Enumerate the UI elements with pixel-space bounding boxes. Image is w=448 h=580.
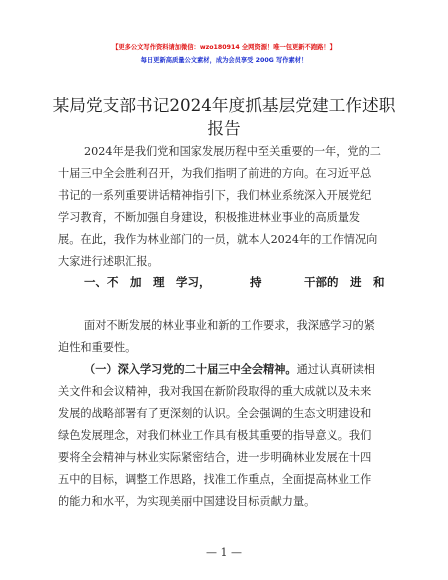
promo-banner-line-1: 【更多公文写作资料请加微信：wzo180914 全网资源！唯一包更新不跑路！】 bbox=[112, 44, 336, 51]
page-number: — 1 — bbox=[206, 546, 242, 559]
document-title-line-2: 报告 bbox=[207, 119, 241, 138]
section-heading-part: 一、不 加 理 学习， bbox=[84, 275, 211, 289]
paragraph-line: 绿色发展理念，对我们林业工作具有极其重要的指导意义。我们 bbox=[58, 429, 372, 442]
section-heading-part: 干部的 进 和 bbox=[304, 275, 385, 289]
paragraph-line: 发展的战略部署有了更深刻的认识。全会强调的生态文明建设和 bbox=[58, 407, 372, 420]
promo-banner-line-2: 每日更新高质量公文素材，成为会员享受 200G 写作素材！ bbox=[140, 57, 308, 64]
intro-line: 2024年是我们党和国家发展历程中至关重要的一年，党的二 bbox=[84, 145, 381, 158]
subsection-heading: （一）深入学习党的二十届三中全会精神。 bbox=[84, 363, 297, 376]
intro-line: 学习教育，不断加强自身建设，积极推进林业事业的高质量发 bbox=[58, 211, 361, 224]
document-title-line-1: 某局党支部书记2024年度抓基层党建工作述职 bbox=[52, 96, 396, 115]
intro-line: 大家进行述职汇报。 bbox=[58, 255, 159, 268]
paragraph-line: 迫性和重要性。 bbox=[58, 341, 137, 354]
paragraph-line: 要将全会精神与林业实际紧密结合，进一步明确林业发展在十四 bbox=[58, 451, 372, 464]
subsection-lead-rest: 通过认真研读相 bbox=[296, 363, 375, 376]
intro-line: 十届三中全会胜利召开，为我们指明了前进的方向。在习近平总 bbox=[58, 167, 372, 180]
intro-line: 展。在此，我作为林业部门的一员，就本人2024年的工作情况向 bbox=[58, 233, 378, 246]
section-heading-part: 持 bbox=[250, 275, 262, 289]
intro-line: 书记的一系列重要讲话精神指引下，我们林业系统深入开展党纪 bbox=[58, 189, 372, 202]
paragraph-line: 的能力和水平，为实现美丽中国建设目标贡献力量。 bbox=[58, 495, 316, 508]
paragraph-line: 面对不断发展的林业事业和新的工作要求，我深感学习的紧 bbox=[84, 319, 375, 332]
paragraph-line: 五中的目标，调整工作思路，找准工作重点，全面提高林业工作 bbox=[58, 473, 372, 486]
subsection-lead-line bbox=[84, 363, 375, 377]
paragraph-line: 关文件和会议精神，我对我国在新阶段取得的重大成就以及未来 bbox=[58, 385, 372, 398]
